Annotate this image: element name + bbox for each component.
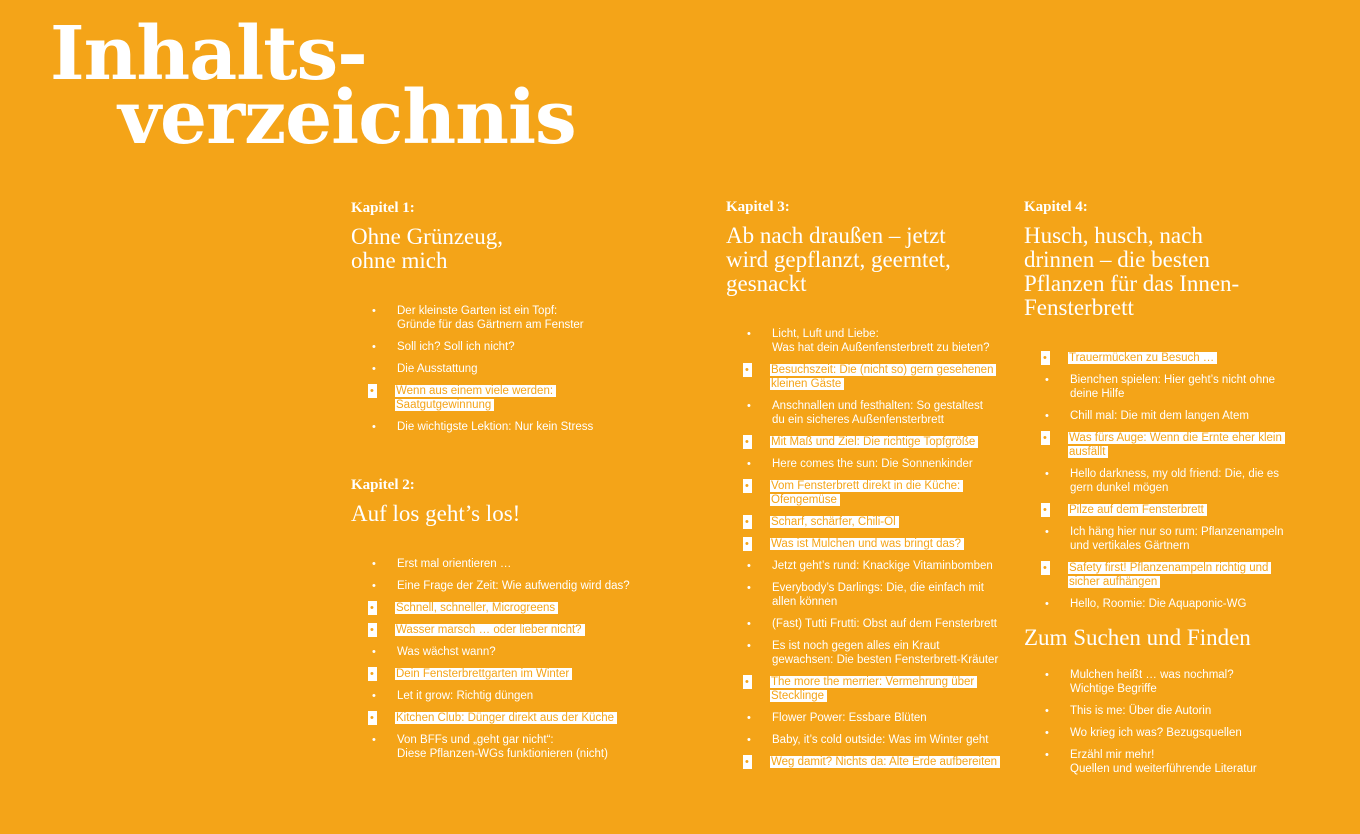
chapter-1-section <box>351 199 593 442</box>
toc-list <box>1024 351 1285 611</box>
toc-item[interactable]: • (Fast) Tutti Frutti: Obst auf dem Fensterbrett <box>747 617 1000 631</box>
chapter-4-section <box>1024 198 1285 619</box>
toc-item-highlighted[interactable]: • Dein Fensterbrettgarten im Winter <box>370 667 572 681</box>
toc-list <box>351 557 630 761</box>
toc-item-highlighted[interactable]: • Was ist Mulchen und was bringt das? <box>745 537 964 551</box>
chapter-3-section <box>726 198 1000 777</box>
toc-item[interactable]: • Soll ich? Soll ich nicht? <box>372 340 593 354</box>
toc-item[interactable]: • Baby, it’s cold outside: Was im Winter geht <box>747 733 1000 747</box>
chapter-title: Ohne Grünzeug, ohne mich <box>351 224 504 273</box>
chapter-label: Kapitel 2: <box>351 477 415 493</box>
toc-item[interactable]: • Jetzt geht’s rund: Knackige Vitaminbomben <box>747 559 1000 573</box>
toc-list <box>1024 668 1257 776</box>
page-title-line-1: Inhalts- <box>50 11 367 97</box>
page-title <box>50 11 576 161</box>
toc-list <box>351 304 593 434</box>
toc-item[interactable]: • Let it grow: Richtig düngen <box>372 689 630 703</box>
toc-item[interactable]: • Bienchen spielen: Hier geht’s nicht ohne deine Hilfe <box>1045 373 1285 401</box>
toc-item-highlighted[interactable]: • Schnell, schneller, Microgreens <box>370 601 558 615</box>
toc-item[interactable]: • This is me: Über die Autorin <box>1045 704 1257 718</box>
toc-item-highlighted[interactable]: • Scharf, schärfer, Chili-Öl <box>745 515 899 529</box>
chapter-title: Auf los geht’s los! <box>351 501 521 526</box>
toc-item-highlighted[interactable]: • The more the merrier: Vermehrung über Stecklinge <box>745 675 977 703</box>
toc-item-highlighted[interactable]: • Was fürs Auge: Wenn die Ernte eher klein ausfällt <box>1043 431 1285 459</box>
toc-item-highlighted[interactable]: • Mit Maß und Ziel: Die richtige Topfgröße <box>745 435 978 449</box>
chapter-label: Kapitel 3: <box>726 199 790 215</box>
toc-item[interactable]: • Die Ausstattung <box>372 362 593 376</box>
toc-item[interactable]: • Flower Power: Essbare Blüten <box>747 711 1000 725</box>
toc-list <box>726 327 1000 769</box>
section-title: Zum Suchen und Finden <box>1024 625 1251 650</box>
toc-item[interactable]: • Die wichtigste Lektion: Nur kein Stress <box>372 420 593 434</box>
toc-item[interactable]: • Wo krieg ich was? Bezugsquellen <box>1045 726 1257 740</box>
toc-item[interactable]: • Von BFFs und „geht gar nicht“: Diese Pflanzen-WGs funktionieren (nicht) <box>372 733 630 761</box>
toc-item-highlighted[interactable]: • Besuchszeit: Die (nicht so) gern gesehenen kleinen Gäste <box>745 363 996 391</box>
chapter-title: Ab nach draußen – jetzt wird gepflanzt, geerntet, gesnackt <box>726 223 951 296</box>
toc-item[interactable]: • Der kleinste Garten ist ein Topf: Gründe für das Gärtnern am Fenster <box>372 304 593 332</box>
toc-item[interactable]: • Erst mal orientieren … <box>372 557 630 571</box>
toc-item[interactable]: • Everybody’s Darlings: Die, die einfach mit allen können <box>747 581 1000 609</box>
toc-item-highlighted[interactable]: • Kitchen Club: Dünger direkt aus der Küche <box>370 711 617 725</box>
toc-item[interactable]: • Erzähl mir mehr! Quellen und weiterführende Literatur <box>1045 748 1257 776</box>
toc-item-highlighted[interactable]: • Wasser marsch … oder lieber nicht? <box>370 623 585 637</box>
chapter-2-section <box>351 476 630 769</box>
toc-item[interactable]: • Mulchen heißt … was nochmal? Wichtige Begriffe <box>1045 668 1257 696</box>
toc-item[interactable]: • Hello darkness, my old friend: Die, die es gern dunkel mögen <box>1045 467 1285 495</box>
toc-item[interactable]: • Chill mal: Die mit dem langen Atem <box>1045 409 1285 423</box>
toc-item[interactable]: • Here comes the sun: Die Sonnenkinder <box>747 457 1000 471</box>
toc-item[interactable]: • Eine Frage der Zeit: Wie aufwendig wird das? <box>372 579 630 593</box>
toc-item[interactable]: • Licht, Luft und Liebe: Was hat dein Außenfensterbrett zu bieten? <box>747 327 1000 355</box>
toc-item[interactable]: • Anschnallen und festhalten: So gestaltest du ein sicheres Außenfensterbrett <box>747 399 1000 427</box>
chapter-label: Kapitel 4: <box>1024 199 1088 215</box>
toc-item-highlighted[interactable]: • Wenn aus einem viele werden: Saatgutgewinnung <box>370 384 556 412</box>
toc-item-highlighted[interactable]: • Vom Fensterbrett direkt in die Küche: Ofengemüse <box>745 479 963 507</box>
toc-item[interactable]: • Was wächst wann? <box>372 645 630 659</box>
toc-item-highlighted[interactable]: • Trauermücken zu Besuch … <box>1043 351 1217 365</box>
toc-item-highlighted[interactable]: • Safety first! Pflanzenampeln richtig und sicher aufhängen <box>1043 561 1271 589</box>
chapter-title: Husch, husch, nach drinnen – die besten Pflanzen für das Innen- Fensterbrett <box>1024 223 1240 320</box>
toc-item-highlighted[interactable]: • Weg damit? Nichts da: Alte Erde aufbereiten <box>745 755 1000 769</box>
toc-item[interactable]: • Ich häng hier nur so rum: Pflanzenampeln und vertikales Gärtnern <box>1045 525 1285 553</box>
chapter-label: Kapitel 1: <box>351 200 415 216</box>
page-title-line-2: verzeichnis <box>118 75 576 161</box>
toc-item[interactable]: • Es ist noch gegen alles ein Kraut gewachsen: Die besten Fensterbrett-Kräuter <box>747 639 1000 667</box>
toc-item-highlighted[interactable]: • Pilze auf dem Fensterbrett <box>1043 503 1207 517</box>
toc-item[interactable]: • Hello, Roomie: Die Aquaponic-WG <box>1045 597 1285 611</box>
index-section <box>1024 626 1257 784</box>
